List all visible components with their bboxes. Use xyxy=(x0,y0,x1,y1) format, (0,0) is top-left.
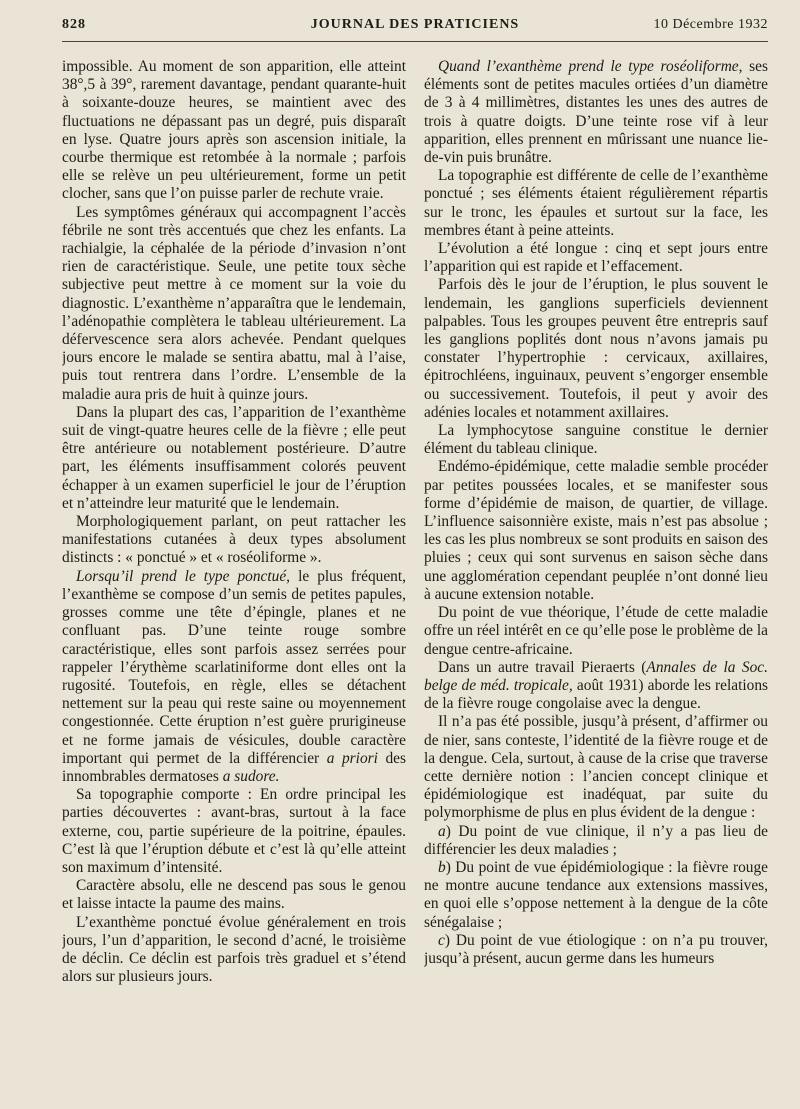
text-run: ) Du point de vue clinique, il n’y a pas lieu de différencier les deux maladies ; xyxy=(424,822,768,858)
text-run: ) Du point de vue épidémiologique : la fièvre rouge ne montre aucune tendance aux extensions massives, en quoi elle s’oppose nettement à la dengue de la côte sénégalaise ; xyxy=(424,858,768,931)
paragraph xyxy=(424,823,768,859)
paragraph xyxy=(62,786,406,877)
paragraph xyxy=(62,568,406,786)
text-run: Parfois dès le jour de l’éruption, le plus souvent le lendemain, les ganglions superficiels deviennent palpables. Tous les groupes peuvent être entrepris sauf les ganglions poplités dont nous n’avons jamais pu constater l’hypertrophie : cervicaux, axillaires, épitrochléens, inguinaux, peuvent s’engorger ensemble ou successivement. Toutefois, il peut y avoir des adénies locales et notamment axillaires. xyxy=(424,276,768,421)
paragraph xyxy=(424,422,768,458)
paragraph xyxy=(424,276,768,422)
italic-text: b xyxy=(438,858,446,876)
text-run: Du point de vue théorique, l’étude de cette maladie offre un réel intérêt en ce qu’elle pose le problème de la dengue centre-africaine. xyxy=(424,604,768,658)
paragraph xyxy=(424,58,768,167)
running-header xyxy=(62,17,768,42)
italic-text: a priori xyxy=(326,749,378,767)
right-column xyxy=(424,58,768,1098)
text-run: L’exanthème ponctué évolue généralement en trois jours, l’un d’apparition, le second d’acné, le troisième de déclin. Ce déclin est parfois très graduel et s’étend alors sur plusieurs jours. xyxy=(62,913,406,986)
paragraph xyxy=(424,859,768,932)
text-run: ) Du point de vue étiologique : on n’a pu trouver, jusqu’à présent, aucun germe dans les humeurs xyxy=(424,931,768,967)
text-run: Morphologiquement parlant, on peut rattacher les manifestations cutanées à deux types absolument distincts : « ponctué » et « roséoliforme ». xyxy=(62,513,406,567)
text-run: L’évolution a été longue : cinq et sept jours entre l’apparition qui est rapide et l’effacement. xyxy=(424,240,768,276)
left-column xyxy=(62,58,406,1098)
text-run: le plus fréquent, l’exanthème se compose d’un semis de petites papules, grosses comme une tête d’épingle, planes et ne confluant pas. D’une teinte rouge sombre caractéristique, elles sont parfois assez serrées pour rappeler l’érythème scarlatiniforme dont elles ont la rugosité. Toutefois, en règle, elles se détachent nettement sur la peau qui reste saine ou moyennement congestionnée. Cette éruption n’est guère prurigineuse et ne forme jamais de vésicules, double caractère important qui permet de la différencier xyxy=(62,567,406,767)
text-run: Caractère absolu, elle ne descend pas sous le genou et laisse intacte la paume des mains. xyxy=(62,877,406,913)
paragraph xyxy=(62,58,406,204)
italic-text: c xyxy=(438,931,445,949)
italic-text: Annales de la Soc. belge de méd. tropicale, xyxy=(424,658,768,694)
text-run: ses éléments sont de petites macules ortiées d’un diamètre de 3 à 4 millimètres, distantes les unes des autres de trois à quatre doigts. D’une teinte rose vif à leur apparition, elles prennent en mûrissant une nuance lie-de-vin puis brunâtre. xyxy=(424,58,768,167)
text-run: Dans la plupart des cas, l’apparition de l’exanthème suit de vingt-quatre heures celle de la fièvre ; elle peut être antérieure ou notablement postérieure. D’autre part, les éléments insuffisamment colorés peuvent échapper à un examen superficiel le jour de l’éruption et n’atteindre leur maturité que le lendemain. xyxy=(62,403,406,512)
text-run: La topographie est différente de celle de l’exanthème ponctué ; ses éléments étaient régulièrement répartis sur le tronc, les épaules et surtout sur la face, les membres étant à peine atteints. xyxy=(424,167,768,239)
text-run: des innombrables dermatoses xyxy=(62,749,406,785)
paragraph xyxy=(62,877,406,913)
issue-date: 10 Décembre 1932 xyxy=(653,17,768,32)
italic-text: a sudore. xyxy=(222,767,280,785)
paragraph xyxy=(424,932,768,968)
text-run: La lymphocytose sanguine constitue le dernier élément du tableau clinique. xyxy=(424,422,768,458)
page-number: 828 xyxy=(62,17,86,32)
italic-text: a xyxy=(438,822,446,840)
italic-text: Quand l’exanthème prend le type roséoliforme, xyxy=(438,58,743,75)
text-run: Dans un autre travail Pieraerts ( xyxy=(438,658,647,676)
paragraph xyxy=(62,404,406,513)
paragraph xyxy=(424,659,768,714)
text-run: Sa topographie comporte : En ordre principal les parties découvertes : avant-bras, surtout à la face externe, cou, partie supérieure de la poitrine, épaules. C’est là que l’éruption débute et c’est là qu’elle atteint son maximum d’intensité. xyxy=(62,786,406,876)
paragraph xyxy=(424,713,768,822)
paragraph xyxy=(62,914,406,987)
paragraph xyxy=(424,458,768,604)
paragraph xyxy=(424,604,768,659)
paragraph xyxy=(424,167,768,240)
text-run: Les symptômes généraux qui accompagnent l’accès fébrile ne sont très accentués que chez les enfants. La rachialgie, la céphalée de la période d’invasion n’ont rien de caractéristique. Seule, une petite toux sèche subjective peut mettre à ce moment sur la voie du diagnostic. L’exanthème n’apparaîtra que le lendemain, l’adénopathie complètera le tableau ultérieurement. La défervescence sera alors achevée. Pendant quelques jours encore le malade se sentira abattu, mal à l’aise, puis tout rentrera dans l’ordre. L’ensemble de la maladie aura pris de huit à quinze jours. xyxy=(62,203,406,403)
text-run: août 1931) aborde les relations de la fièvre rouge congolaise avec la dengue. xyxy=(424,676,768,713)
italic-text: Lorsqu’il prend le type ponctué, xyxy=(76,567,291,585)
text-run: Il n’a pas été possible, jusqu’à présent, d’affirmer ou de nier, sans conteste, l’identité de la fièvre rouge et de la dengue. Cela, surtout, à cause de la crise que traverse cette dernière notion : l’ancien concept clinique et épidémiologique est inadéquat, par suite du polymorphisme de plus en plus évident de la dengue : xyxy=(424,713,768,822)
paragraph xyxy=(62,513,406,568)
text-run: Endémo-épidémique, cette maladie semble procéder par petites poussées locales, et se manifester sous forme d’épidémie de maison, de quartier, de village. L’influence saisonnière existe, mais n’est pas absolue ; les cas les plus nombreux se sont produits en saison des pluies ; ceux qui sont survenus en saison sèche dans une agglomération cependant peuplée n’ont donné lieu à aucune extension notable. xyxy=(424,458,768,603)
paragraph xyxy=(424,240,768,276)
paragraph xyxy=(62,204,406,404)
text-run: impossible. Au moment de son apparition, elle atteint 38°,5 à 39°, rarement davantage, pendant quarante-huit à soixante-douze heures, se maintient avec des fluctuations ne dépassant pas un degré, puis disparaît en lyse. Quatre jours après son ascension initiale, la courbe thermique est retombée à la normale ; parfois elle se relève un peu ultérieurement, forme un petit clocher, sans que l’on puisse parler de rechute vraie. xyxy=(62,58,406,203)
journal-title: JOURNAL DES PRATICIENS xyxy=(310,17,520,32)
